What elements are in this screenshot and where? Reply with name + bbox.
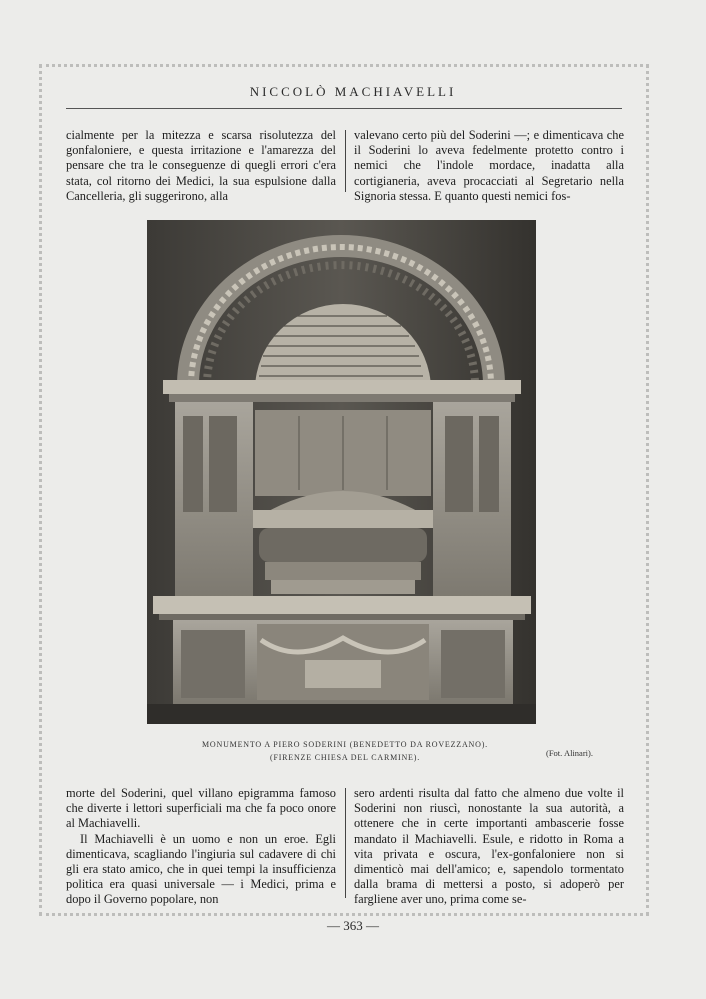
header-rule	[66, 108, 622, 109]
text-column-top-right	[354, 128, 624, 204]
caption-line-location: (FIRENZE CHIESA DEL CARMINE).	[269, 753, 420, 762]
paragraph: morte del Soderini, quel villano epigramma famoso che diverte i lettori superficiali ma che fa poco onore al Machiavelli.	[66, 786, 336, 831]
column-separator	[345, 788, 346, 898]
running-title: NICCOLÒ MACHIAVELLI	[249, 84, 457, 99]
monument-photograph	[147, 220, 536, 724]
caption-line-title: MONUMENTO A PIERO SODERINI (BENEDETTO DA ROVEZZANO).	[202, 740, 488, 749]
paragraph: valevano certo più del Soderini —; e dimenticava che il Soderini lo aveva fedelmente protetto contro i nemici che l'indole mordace, inadatta alla cortigianeria, aveva procacciati al Segretario nella Signoria stessa. E quanto questi nemici fos-	[354, 128, 624, 203]
column-separator	[345, 130, 346, 192]
paragraph: Il Machiavelli è un uomo e non un eroe. Egli dimenticava, scagliando l'ingiuria sul cadavere di chi gli era stato amico, che in quei tempi la insufficienza politica era quasi universale — i Medici, prima e dopo il Governo popolare, non	[66, 831, 336, 907]
text-column-bottom-left	[66, 786, 336, 908]
paragraph: sero ardenti risulta dal fatto che almeno due volte il Soderini non riuscì, nonostante la sua autorità, a ottenere che in certe importanti ambascerie fosse mandato il Machiavelli. Esule, e ridotto in Roma a vita privata e oscura, l'ex-gonfaloniere non si dimenticò mai dell'amico; e, sapendolo tormentato dalla brama di mettersi a posto, si adoperò per fargliene aver uno, prima come se-	[354, 786, 624, 907]
monument-illustration	[147, 220, 536, 724]
text-column-top-left	[66, 128, 336, 204]
photo-credit: (Fot. Alinari).	[546, 748, 593, 758]
page-number: — 363 —	[327, 918, 379, 933]
figure-caption	[150, 738, 540, 764]
text-column-bottom-right	[354, 786, 624, 908]
paragraph: cialmente per la mitezza e scarsa risolutezza del gonfaloniere, e questa irritazione e l'amarezza del pensare che tra le conseguenze di quegli errori c'era stata, col ritorno dei Medici, la sua espulsione dalla Cancelleria, gli suggerirono, alla	[66, 128, 336, 203]
